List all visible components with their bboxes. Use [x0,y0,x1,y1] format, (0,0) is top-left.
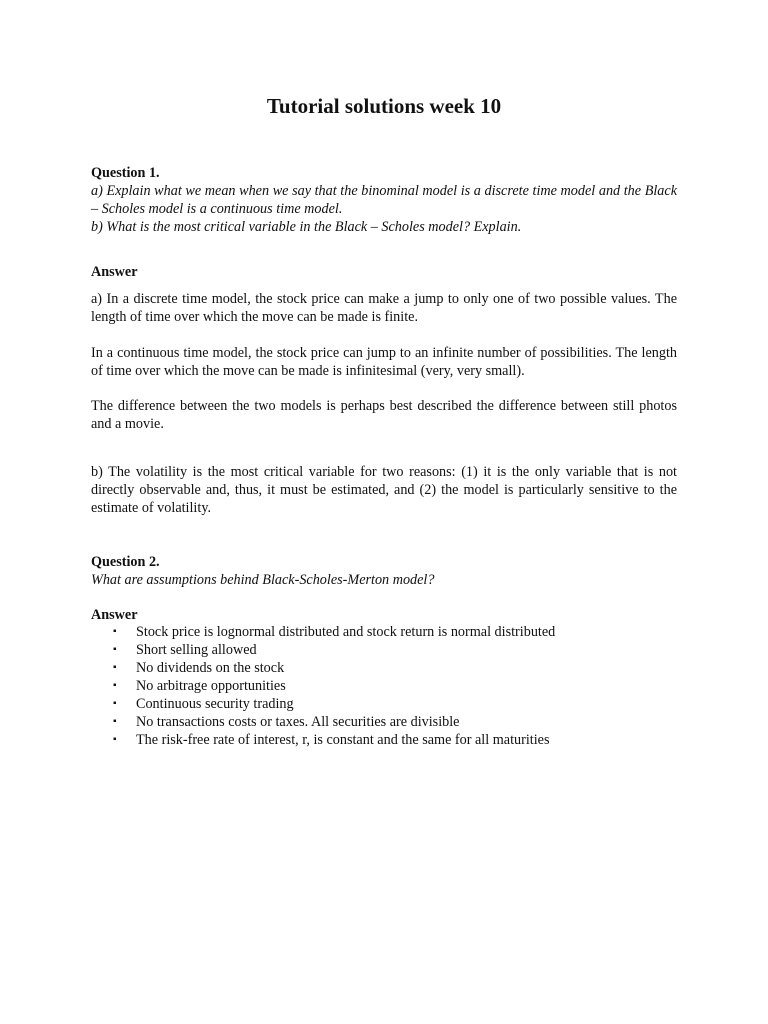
list-item: ▪ The risk-free rate of interest, r, is constant and the same for all maturities [113,732,550,748]
page-title: Tutorial solutions week 10 [266,94,502,118]
list-item: ▪ Short selling allowed [113,642,257,658]
bullet-square-icon: ▪ [113,626,117,637]
bullet-square-icon: ▪ [113,644,117,655]
list-item: ▪ No arbitrage opportunities [113,678,286,694]
bullet-square-icon: ▪ [113,734,117,745]
question-1-answer-heading: Answer [91,264,138,280]
question-1-heading: Question 1. [91,165,160,181]
assumptions-list [91,623,555,749]
list-item: ▪ No dividends on the stock [113,660,285,676]
bullet-square-icon: ▪ [113,680,117,691]
answer-paragraph-discrete: a) In a discrete time model, the stock price can make a jump to only one of two possible values. The length of time over which the move can be made is finite. [91,291,677,325]
list-item: ▪ No transactions costs or taxes. All securities are divisible [113,714,460,730]
question-2-heading: Question 2. [91,554,160,570]
question-2-answer-heading: Answer [91,607,138,623]
question-1-prompt-a: a) Explain what we mean when we say that the binominal model is a discrete time model and the Black – Scholes model is a continuous time model. [91,183,677,217]
question-2-prompt: What are assumptions behind Black-Scholes-Merton model? [91,572,435,588]
list-item: ▪ Stock price is lognormal distributed and stock return is normal distributed [113,624,556,640]
answer-paragraph-volatility: b) The volatility is the most critical variable for two reasons: (1) it is the only variable that is not directly observable and, thus, it must be estimated, and (2) the model is particularly sensitive to the estimate of volatility. [91,464,677,516]
question-1-prompt-b: b) What is the most critical variable in the Black – Scholes model? Explain. [91,219,522,235]
answer-paragraph-continuous: In a continuous time model, the stock price can jump to an infinite number of possibilities. The length of time over which the move can be made is infinitesimal (very, very small). [91,345,677,379]
bullet-square-icon: ▪ [113,662,117,673]
answer-paragraph-difference: The difference between the two models is perhaps best described the difference between still photos and a movie. [91,398,677,432]
bullet-square-icon: ▪ [113,716,117,727]
bullet-square-icon: ▪ [113,698,117,709]
list-item: ▪ Continuous security trading [113,696,294,712]
